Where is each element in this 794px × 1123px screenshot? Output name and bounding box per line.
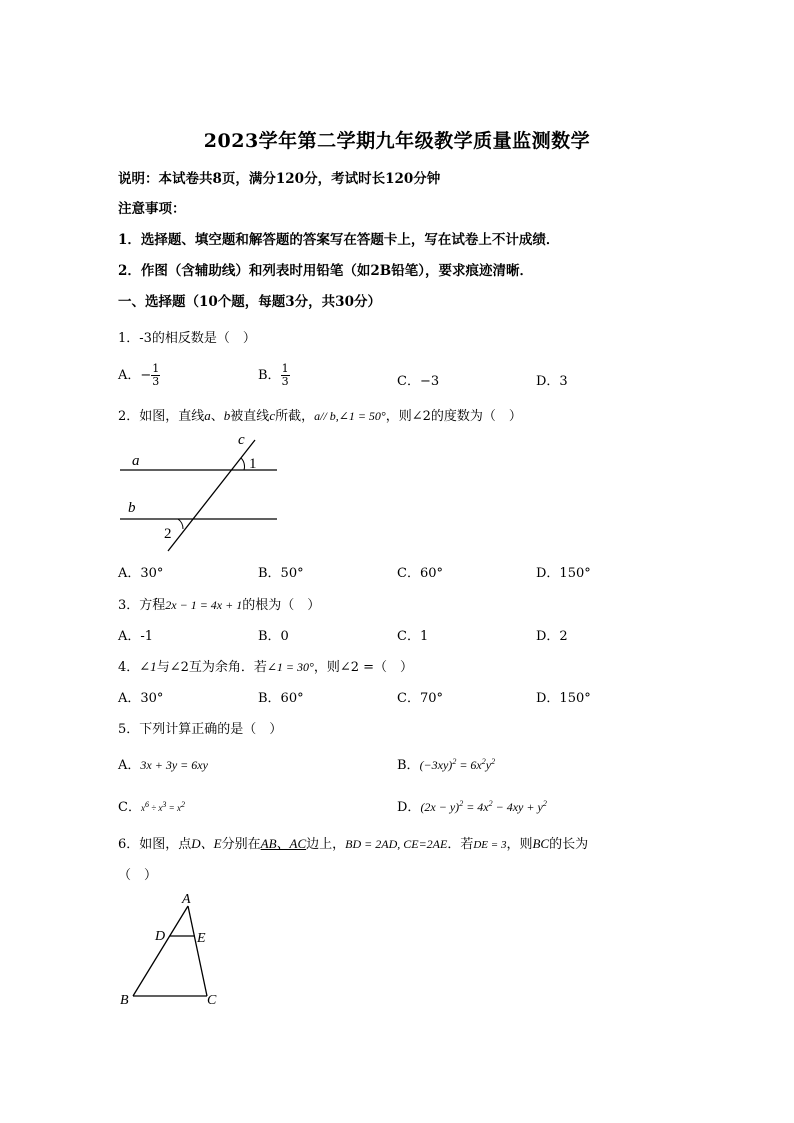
option-label: B． [258,368,281,383]
expr-part: = x [166,803,181,813]
exponent: 2 [481,757,486,766]
question-5-option-c [118,796,185,815]
label-c: c [238,432,245,448]
exponent: 6 [144,800,149,809]
notes-heading: 注意事项： [118,201,186,217]
fraction [281,363,290,388]
condition: BD = 2AD, CE=2AE [345,837,448,851]
question-1-option-a [118,363,160,388]
question-3-option-b: B．0 [258,629,289,644]
sides: AB、AC [260,836,307,851]
numerator: 1 [281,362,289,375]
question-2-stem [118,405,522,424]
expr-part: (2x − y) [420,800,460,814]
question-1-stem: 1．-3的相反数是（ ） [118,331,256,346]
denominator: 3 [152,375,160,388]
stem-text: 的长为 [549,837,589,852]
equation: 2x − 1 = 4x + 1 [165,598,243,612]
exponent: 2 [542,799,547,808]
stem-text: 被直线 [230,409,270,424]
question-5-option-b [397,754,495,773]
expr-part: x [140,803,145,813]
stem-text: ，则 [506,837,533,852]
stem-text: 与∠2互为余角．若 [156,660,267,675]
label-A: A [182,892,191,907]
de-value: DE = 3 [473,839,507,851]
option-label: D． [397,800,421,815]
var-b: b [223,408,231,423]
note-item-2: 2．作图（含辅助线）和列表时用铅笔（如2B铅笔），要求痕迹清晰． [118,263,533,279]
condition: ∠1 = 30° [266,660,314,674]
expr-part: (−3xy) [419,758,453,772]
stem-text: ，则∠2 =（ ） [313,660,414,675]
question-4-option-a: A．30° [118,691,164,706]
expression [420,800,546,814]
option-label: A． [118,758,141,773]
question-4-option-d: D．150° [536,691,591,706]
var-c: c [269,408,276,423]
stem-text: ．若 [447,837,474,852]
question-1-option-c: C．−3 [397,374,440,389]
question-3-option-a: A．-1 [118,629,154,644]
question-2-option-c: C．60° [397,566,443,581]
exponent: 2 [452,757,457,766]
side-ac [188,906,207,996]
expr-part: = 4x [463,800,489,814]
numerator: 1 [152,362,160,375]
separator: 、 [210,409,224,424]
expr-part: = 6x [456,758,482,772]
minus-sign: − [140,368,152,383]
question-6-stem [118,833,588,852]
expression [140,800,185,813]
note-item-1: 1．选择题、填空题和解答题的答案写在答题卡上，写在试卷上不计成绩． [118,232,560,248]
label-angle-2: 2 [164,526,172,542]
question-2-option-d: D．150° [536,566,591,581]
denominator: 3 [281,375,289,388]
angle-1-arc [241,458,245,470]
option-label: B． [397,758,420,773]
question-5-stem: 5．下列计算正确的是（ ） [118,722,283,737]
label-E: E [197,931,206,946]
expr-part: − 4xy + y [492,800,543,814]
expr-part: y [485,758,492,772]
expression [420,758,496,772]
question-5-option-a [118,754,208,773]
exponent: 2 [488,799,493,808]
exam-description: 说明：本试卷共8页，满分120分，考试时长120分钟 [118,171,441,187]
stem-text: 分别在 [221,837,261,852]
question-1-option-b [258,363,290,388]
parallel-lines-figure [112,428,292,558]
points: D、E [191,836,222,851]
triangle-figure [112,888,232,1012]
line-c [168,440,255,551]
angle-2-arc [178,519,183,529]
question-3-option-c: C．1 [397,629,429,644]
stem-text: 3．方程 [118,598,166,613]
stem-text: 6．如图，点 [118,837,192,852]
exponent: 2 [180,800,185,809]
label-D: D [155,929,166,944]
label-b: b [128,500,136,516]
stem-text: 2．如图，直线 [118,409,205,424]
side-ab [133,906,188,996]
label-angle-1: 1 [249,456,257,472]
expr-part: ÷ x [148,803,163,813]
angle-1: ∠1 [139,659,157,674]
stem-text: 所截， [275,409,315,424]
page-title: 2023学年第二学期九年级教学质量监测数学 [203,130,591,152]
bc-segment: BC [532,836,550,851]
label-C: C [207,993,217,1008]
stem-text: 的根为（ ） [242,598,321,613]
label-a: a [132,453,140,469]
section-heading-choice: 一、选择题（10个题，每题3分，共30分） [118,294,381,310]
question-6-answer-bracket: （ ） [118,868,158,883]
label-B: B [120,993,129,1008]
stem-text: 4． [118,660,140,675]
question-2-option-a: A．30° [118,566,164,581]
question-4-option-b: B．60° [258,691,304,706]
question-2-option-b: B．50° [258,566,304,581]
fraction [151,363,160,388]
question-5-option-d [397,796,547,815]
option-label: A． [118,368,141,383]
var-a: a [204,408,211,423]
option-label: C． [118,800,141,815]
stem-text: ，则∠2的度数为（ ） [385,409,522,424]
question-4-option-c: C．70° [397,691,443,706]
exponent: 2 [459,799,464,808]
expression: 3x + 3y = 6xy [140,758,208,772]
question-4-stem [118,656,413,675]
question-3-option-d: D．2 [536,629,568,644]
question-3-stem [118,594,320,613]
exponent: 3 [162,800,167,809]
condition: a// b,∠1 = 50° [314,409,386,423]
stem-text: 边上， [306,837,346,852]
exponent: 2 [491,757,496,766]
question-1-option-d: D．3 [536,374,568,389]
